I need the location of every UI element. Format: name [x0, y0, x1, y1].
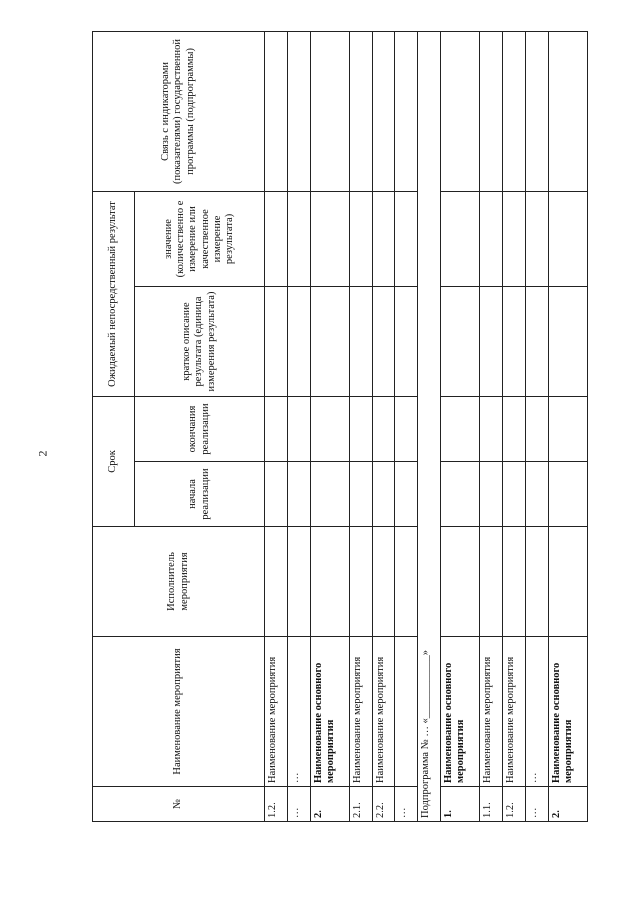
row-empty-cell: [310, 286, 349, 396]
row-activity-name: Наименование основного мероприятия: [441, 637, 480, 787]
row-empty-cell: [349, 191, 372, 286]
row-empty-cell: [265, 462, 288, 527]
row-empty-cell: [310, 396, 349, 461]
row-number: …: [287, 787, 310, 822]
row-empty-cell: [548, 31, 587, 191]
row-empty-cell: [503, 527, 526, 637]
row-empty-cell: [503, 286, 526, 396]
row-empty-cell: [265, 527, 288, 637]
row-number: 1.2.: [503, 787, 526, 822]
row-number: 1.1.: [480, 787, 503, 822]
row-empty-cell: [525, 396, 548, 461]
row-empty-cell: [265, 191, 288, 286]
row-empty-cell: [441, 527, 480, 637]
subprogram-row-label: Подпрограмма № … «____________»: [418, 31, 441, 821]
row-empty-cell: [265, 396, 288, 461]
table-row: [395, 31, 418, 821]
row-activity-name: Наименование основного мероприятия: [548, 637, 587, 787]
row-empty-cell: [372, 31, 395, 191]
row-empty-cell: [372, 396, 395, 461]
row-activity-name: Наименование мероприятия: [372, 637, 395, 787]
table-row: [372, 31, 395, 821]
row-empty-cell: [503, 31, 526, 191]
row-activity-name: …: [287, 637, 310, 787]
row-empty-cell: [287, 527, 310, 637]
row-empty-cell: [395, 286, 418, 396]
row-activity-name: [395, 637, 418, 787]
header-executor: Исполнитель мероприятия: [93, 527, 265, 637]
row-empty-cell: [480, 31, 503, 191]
row-empty-cell: [548, 286, 587, 396]
rotated-table-wrapper: [92, 32, 588, 822]
header-expected: Ожидаемый непосредственный результат: [93, 191, 135, 396]
header-term-start: начала реализации: [135, 462, 265, 527]
row-number: 2.2.: [372, 787, 395, 822]
row-empty-cell: [310, 191, 349, 286]
row-number: …: [525, 787, 548, 822]
row-empty-cell: [480, 286, 503, 396]
row-activity-name: Наименование мероприятия: [480, 637, 503, 787]
row-empty-cell: [395, 527, 418, 637]
row-empty-cell: [525, 191, 548, 286]
row-empty-cell: [525, 286, 548, 396]
activities-table: [92, 31, 588, 822]
row-empty-cell: [525, 31, 548, 191]
table-row: [310, 31, 349, 821]
row-empty-cell: [395, 31, 418, 191]
page-number: 2: [35, 450, 50, 457]
row-empty-cell: [287, 286, 310, 396]
row-activity-name: Наименование мероприятия: [349, 637, 372, 787]
row-empty-cell: [441, 286, 480, 396]
table-row: [480, 31, 503, 821]
header-num: №: [93, 787, 265, 822]
table-row: [265, 31, 288, 821]
row-empty-cell: [480, 191, 503, 286]
row-empty-cell: [287, 31, 310, 191]
row-empty-cell: [480, 462, 503, 527]
table-row: [503, 31, 526, 821]
row-number: 2.: [548, 787, 587, 822]
row-number: 1.2.: [265, 787, 288, 822]
table-row: [441, 31, 480, 821]
row-empty-cell: [548, 527, 587, 637]
table-row: [548, 31, 587, 821]
row-empty-cell: [287, 462, 310, 527]
table-row: [525, 31, 548, 821]
row-empty-cell: [265, 286, 288, 396]
row-empty-cell: [480, 396, 503, 461]
row-empty-cell: [349, 31, 372, 191]
row-empty-cell: [372, 286, 395, 396]
table-row: [349, 31, 372, 821]
row-empty-cell: [287, 191, 310, 286]
row-empty-cell: [441, 396, 480, 461]
row-empty-cell: [349, 396, 372, 461]
row-empty-cell: [372, 462, 395, 527]
row-empty-cell: [287, 396, 310, 461]
row-empty-cell: [349, 527, 372, 637]
header-name: Наименование мероприятия: [93, 637, 265, 787]
row-activity-name: Наименование мероприятия: [503, 637, 526, 787]
row-empty-cell: [395, 191, 418, 286]
row-empty-cell: [349, 462, 372, 527]
row-empty-cell: [372, 191, 395, 286]
row-empty-cell: [525, 462, 548, 527]
row-empty-cell: [310, 527, 349, 637]
row-empty-cell: [441, 462, 480, 527]
row-activity-name: Наименование основного мероприятия: [310, 637, 349, 787]
row-activity-name: …: [525, 637, 548, 787]
row-empty-cell: [503, 462, 526, 527]
row-empty-cell: [441, 191, 480, 286]
row-empty-cell: [349, 286, 372, 396]
table-body: [265, 31, 588, 821]
row-empty-cell: [503, 191, 526, 286]
row-empty-cell: [395, 462, 418, 527]
row-number: 1.: [441, 787, 480, 822]
row-number: 2.1.: [349, 787, 372, 822]
header-expected-desc: краткое описание результата (единица измерения результата): [135, 286, 265, 396]
row-empty-cell: [265, 31, 288, 191]
row-empty-cell: [395, 396, 418, 461]
row-number: …: [395, 787, 418, 822]
table-row: [287, 31, 310, 821]
row-empty-cell: [548, 396, 587, 461]
row-activity-name: Наименование мероприятия: [265, 637, 288, 787]
header-term-end: окончания реализации: [135, 396, 265, 461]
row-empty-cell: [548, 462, 587, 527]
row-empty-cell: [310, 31, 349, 191]
row-empty-cell: [503, 396, 526, 461]
row-empty-cell: [525, 527, 548, 637]
row-number: 2.: [310, 787, 349, 822]
header-link: Связь с индикаторами (показателями) государственной программы (подпрограммы): [93, 31, 265, 191]
row-empty-cell: [372, 527, 395, 637]
row-empty-cell: [480, 527, 503, 637]
header-expected-value: значение (количественно е измерение или качественное измерение результата): [135, 191, 265, 286]
table-row: [418, 31, 441, 821]
header-term: Срок: [93, 396, 135, 526]
row-empty-cell: [441, 31, 480, 191]
row-empty-cell: [548, 191, 587, 286]
row-empty-cell: [310, 462, 349, 527]
